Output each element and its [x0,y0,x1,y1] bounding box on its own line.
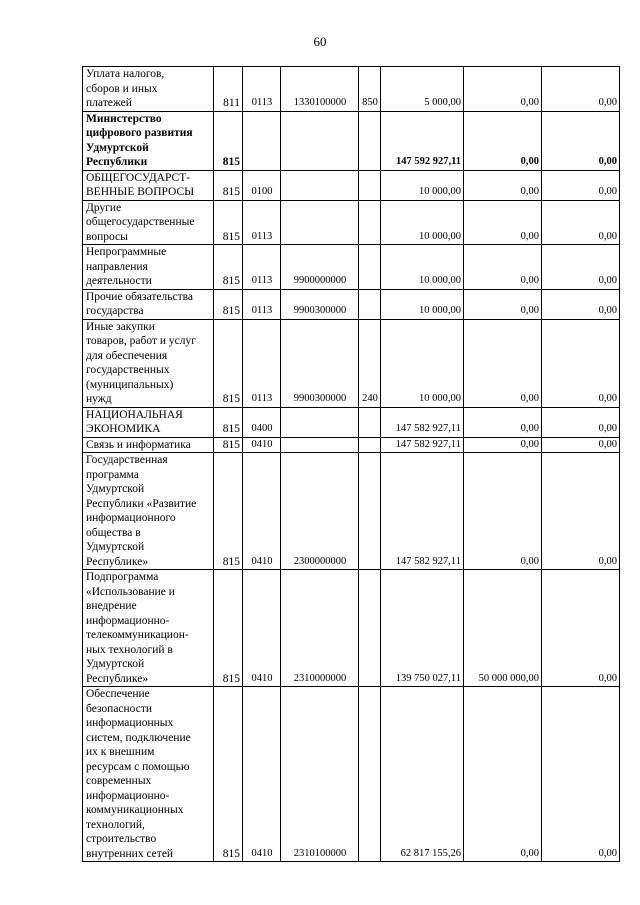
department-code-cell: 815 [214,437,243,453]
target-article-code-cell [281,407,359,437]
department-code-cell: 815 [214,289,243,319]
section-code-cell: 0100 [243,170,281,200]
item-name-cell [83,687,214,862]
item-name-line: телекоммуникацион- [86,629,189,641]
item-name-line: Удмуртской [86,658,145,670]
target-article-code-cell [281,111,359,170]
target-article-code-cell [281,437,359,453]
item-name-line: Республике» [86,555,149,568]
item-name-line: безопасности [86,702,153,715]
expense-type-code-cell [359,570,381,687]
section-code-cell [243,111,281,170]
item-name-line: ВЕННЫЕ ВОПРОСЫ [86,186,195,198]
amount-year3-cell: 0,00 [542,687,620,862]
item-name-line: строительство [86,833,157,845]
amount-year3-cell: 0,00 [542,200,620,245]
amount-year1-cell: 10 000,00 [381,289,464,319]
amount-year1-cell: 147 582 927,11 [381,437,464,453]
amount-year3-cell: 0,00 [542,407,620,437]
item-name-line: информационно- [86,789,170,802]
amount-year1-cell: 10 000,00 [381,319,464,407]
department-code-cell: 815 [214,453,243,570]
expense-type-code-cell [359,245,381,290]
item-name-line: деятельности [86,275,152,287]
table-row [83,67,620,112]
item-name-line: коммуникационных [86,804,184,816]
department-code-cell: 811 [214,67,243,112]
amount-year3-cell: 0,00 [542,570,620,687]
target-article-code-cell: 9900300000 [281,289,359,319]
item-name-line: направления [86,260,148,273]
item-name-cell [83,437,214,453]
item-name-line: цифрового развития [86,127,193,139]
item-name-line: Государственная [86,454,168,466]
amount-year1-cell: 10 000,00 [381,200,464,245]
expense-type-code-cell [359,200,381,245]
item-name-line: технологий, [86,818,145,831]
department-code-cell: 815 [214,687,243,862]
table-row [83,170,620,200]
department-code-cell: 815 [214,111,243,170]
item-name-line: внедрение [86,600,137,612]
department-code-cell: 815 [214,245,243,290]
department-code-cell: 815 [214,570,243,687]
amount-year3-cell: 0,00 [542,437,620,453]
item-name-line: общества в [86,526,141,539]
section-code-cell: 0113 [243,200,281,245]
item-name-line: для обеспечения [86,349,168,362]
item-name-cell [83,289,214,319]
item-name-line: платежей [86,97,132,109]
item-name-line: программа [86,468,139,481]
item-name-line: информационных [86,717,174,729]
item-name-line: товаров, работ и услуг [86,335,196,347]
item-name-line: Обеспечение [86,688,150,700]
item-name-line: Республики «Развитие [86,497,197,510]
item-name-line: внутренних сетей [86,847,174,860]
item-name-cell [83,453,214,570]
department-code-cell: 815 [214,407,243,437]
amount-year3-cell: 0,00 [542,245,620,290]
amount-year3-cell: 0,00 [542,111,620,170]
section-code-cell: 0113 [243,245,281,290]
item-name-line: «Использование и [86,585,175,598]
target-article-code-cell: 1330100000 [281,67,359,112]
item-name-cell [83,111,214,170]
expense-type-code-cell: 850 [359,67,381,112]
item-name-line: Иные закупки [86,320,155,333]
amount-year1-cell: 147 582 927,11 [381,453,464,570]
item-name-line: Подпрограмма [86,571,159,583]
department-code-cell: 815 [214,319,243,407]
item-name-line: Министерство [86,112,162,125]
amount-year1-cell: 139 750 027,11 [381,570,464,687]
item-name-line: ных технологий в [86,643,173,656]
item-name-line: систем, подключение [86,731,191,744]
item-name-line: Республики [86,156,148,168]
amount-year1-cell: 147 592 927,11 [381,111,464,170]
amount-year1-cell: 5 000,00 [381,67,464,112]
amount-year3-cell: 0,00 [542,289,620,319]
section-code-cell: 0113 [243,67,281,112]
expense-type-code-cell [359,437,381,453]
item-name-line: государства [86,305,144,317]
table-row [83,407,620,437]
amount-year2-cell: 0,00 [464,170,542,200]
section-code-cell: 0410 [243,687,281,862]
item-name-line: государственных [86,364,170,376]
amount-year3-cell: 0,00 [542,453,620,570]
amount-year1-cell: 10 000,00 [381,245,464,290]
amount-year2-cell: 0,00 [464,200,542,245]
table-row [83,245,620,290]
table-row [83,453,620,570]
item-name-line: Удмуртской [86,141,149,154]
item-name-line: ресурсам с помощью [86,760,190,773]
item-name-cell [83,245,214,290]
expense-type-code-cell [359,407,381,437]
item-name-line: их к внешним [86,746,155,758]
amount-year2-cell: 0,00 [464,289,542,319]
item-name-line: информационного [86,512,176,524]
target-article-code-cell [281,170,359,200]
expense-type-code-cell [359,453,381,570]
item-name-line: информационно- [86,614,170,627]
table-row [83,570,620,687]
item-name-cell [83,570,214,687]
item-name-line: Прочие обязательства [86,290,194,303]
section-code-cell: 0113 [243,319,281,407]
item-name-cell [83,319,214,407]
table-row [83,111,620,170]
item-name-cell [83,67,214,112]
item-name-line: Уплата налогов, [86,68,165,80]
amount-year2-cell: 0,00 [464,245,542,290]
item-name-cell [83,170,214,200]
item-name-line: Непрограммные [86,246,167,258]
target-article-code-cell: 9900000000 [281,245,359,290]
amount-year1-cell: 147 582 927,11 [381,407,464,437]
item-name-line: сборов и иных [86,82,158,95]
item-name-line: нужд [86,393,112,405]
table-row [83,687,620,862]
table-row [83,437,620,453]
table-row [83,319,620,407]
target-article-code-cell: 2310000000 [281,570,359,687]
amount-year2-cell: 50 000 000,00 [464,570,542,687]
expense-type-code-cell: 240 [359,319,381,407]
amount-year2-cell: 0,00 [464,407,542,437]
item-name-cell [83,200,214,245]
target-article-code-cell: 2300000000 [281,453,359,570]
page-number: 60 [313,34,327,49]
amount-year1-cell: 62 817 155,26 [381,687,464,862]
amount-year1-cell: 10 000,00 [381,170,464,200]
target-article-code-cell [281,200,359,245]
amount-year3-cell: 0,00 [542,319,620,407]
item-name-line: НАЦИОНАЛЬНАЯ [86,408,183,421]
item-name-line: Удмуртской [86,541,145,553]
target-article-code-cell: 2310100000 [281,687,359,862]
item-name-line: Другие [86,201,122,214]
section-code-cell: 0410 [243,437,281,453]
item-name-line: вопросы [86,230,128,243]
item-name-line: Удмуртской [86,483,145,495]
amount-year3-cell: 0,00 [542,67,620,112]
department-code-cell: 815 [214,200,243,245]
table-body [83,67,620,862]
table-row [83,200,620,245]
item-name-line: ЭКОНОМИКА [86,423,161,435]
item-name-line: ОБЩЕГОСУДАРСТ- [86,171,191,184]
item-name-line: современных [86,775,152,787]
item-name-line: Республике» [86,672,149,685]
budget-table [82,66,620,862]
amount-year2-cell: 0,00 [464,111,542,170]
item-name-line: (муниципальных) [86,378,174,391]
expense-type-code-cell [359,170,381,200]
target-article-code-cell: 9900300000 [281,319,359,407]
expense-type-code-cell [359,687,381,862]
item-name-cell [83,407,214,437]
table-row [83,289,620,319]
section-code-cell: 0410 [243,570,281,687]
amount-year2-cell: 0,00 [464,67,542,112]
amount-year2-cell: 0,00 [464,319,542,407]
department-code-cell: 815 [214,170,243,200]
section-code-cell: 0113 [243,289,281,319]
item-name-line: Связь и информатика [86,438,191,451]
amount-year2-cell: 0,00 [464,687,542,862]
expense-type-code-cell [359,111,381,170]
amount-year2-cell: 0,00 [464,453,542,570]
item-name-line: общегосударственные [86,216,195,228]
section-code-cell: 0410 [243,453,281,570]
amount-year2-cell: 0,00 [464,437,542,453]
section-code-cell: 0400 [243,407,281,437]
amount-year3-cell: 0,00 [542,170,620,200]
expense-type-code-cell [359,289,381,319]
